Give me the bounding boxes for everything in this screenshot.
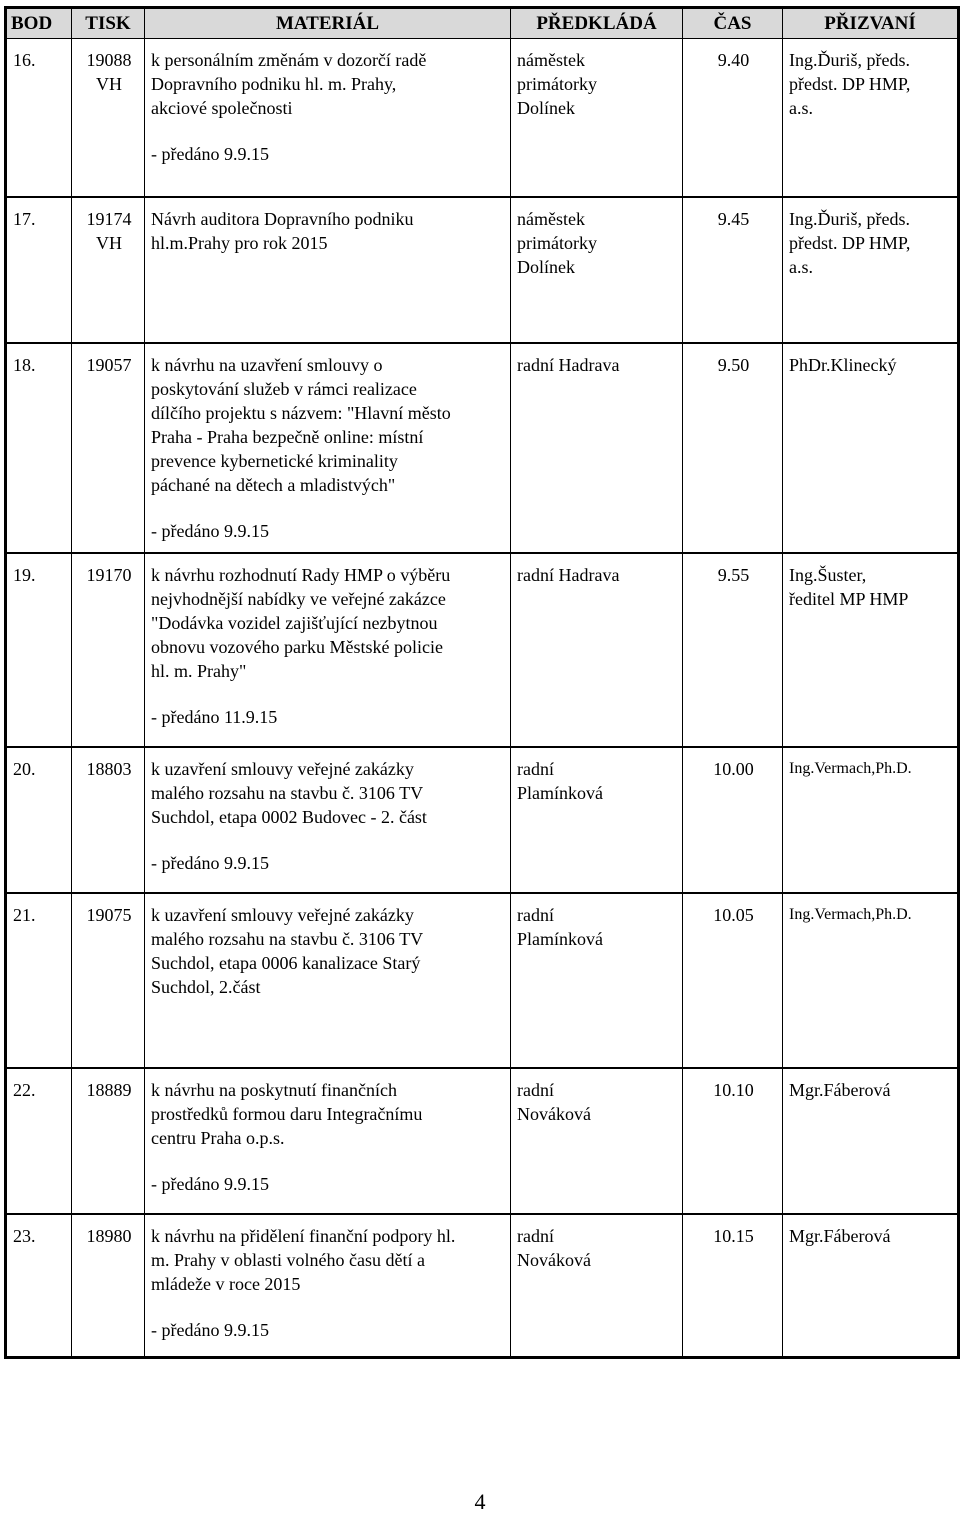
print-number-cell	[72, 553, 145, 747]
table-row	[6, 893, 959, 1068]
print-number-cell	[72, 1068, 145, 1214]
time: 10.10	[683, 1068, 783, 1214]
time: 10.00	[683, 747, 783, 893]
presenter-line: Nováková	[517, 1250, 591, 1270]
material-cell	[145, 197, 511, 343]
material-line: prostředků formou daru Integračnímu	[151, 1104, 423, 1124]
table-row	[6, 1068, 959, 1214]
material-line: Suchdol, etapa 0002 Budovec - 2. část	[151, 807, 427, 827]
material-line: centru Praha o.p.s.	[151, 1128, 285, 1148]
material-line: Návrh auditora Dopravního podniku	[151, 209, 414, 229]
agenda-table	[4, 6, 960, 1359]
material-cell	[145, 1068, 511, 1214]
material-cell	[145, 343, 511, 553]
handover-note: - předáno 9.9.15	[151, 1174, 269, 1194]
material-line: k uzavření smlouvy veřejné zakázky	[151, 759, 414, 779]
material-cell	[145, 747, 511, 893]
invited-line: a.s.	[789, 257, 813, 277]
item-number: 16.	[6, 39, 72, 198]
invited-cell	[783, 1068, 959, 1214]
invited-cell	[783, 747, 959, 893]
table-row	[6, 1214, 959, 1358]
presenter-line: radní	[517, 1080, 554, 1100]
print-number: 19057	[86, 355, 132, 375]
invited-cell	[783, 893, 959, 1068]
table-row	[6, 39, 959, 198]
table-row	[6, 197, 959, 343]
presenter-cell	[511, 39, 683, 198]
invited-line: předst. DP HMP,	[789, 233, 911, 253]
print-note: VH	[96, 233, 122, 253]
presenter-line: primátorky	[517, 74, 597, 94]
item-number: 18.	[6, 343, 72, 553]
print-number-cell	[72, 197, 145, 343]
invited-line: ředitel MP HMP	[789, 589, 909, 609]
invited-cell	[783, 553, 959, 747]
invited-line: Ing.Vermach,Ph.D.	[789, 906, 912, 923]
handover-note: - předáno 9.9.15	[151, 1320, 269, 1340]
presenter-line: radní	[517, 759, 554, 779]
presenter-line: primátorky	[517, 233, 597, 253]
presenter-line: radní Hadrava	[517, 565, 620, 585]
item-number: 21.	[6, 893, 72, 1068]
invited-line: Ing.Vermach,Ph.D.	[789, 760, 912, 777]
print-number: 18980	[86, 1226, 132, 1246]
handover-note: - předáno 9.9.15	[151, 144, 269, 164]
material-line: k návrhu na přidělení finanční podpory hl.	[151, 1226, 456, 1246]
print-number: 19088	[86, 50, 132, 70]
table-row	[6, 343, 959, 553]
material-line: hl. m. Prahy"	[151, 661, 247, 681]
handover-note: - předáno 9.9.15	[151, 853, 269, 873]
time: 10.15	[683, 1214, 783, 1358]
presenter-line: Nováková	[517, 1104, 591, 1124]
material-line: dílčího projektu s názvem: "Hlavní město	[151, 403, 451, 423]
material-line: k návrhu na poskytnutí finančních	[151, 1080, 397, 1100]
invited-line: Mgr.Fáberová	[789, 1080, 891, 1100]
material-line: k návrhu na uzavření smlouvy o	[151, 355, 383, 375]
material-line: prevence kybernetické kriminality	[151, 451, 398, 471]
presenter-line: Plamínková	[517, 929, 603, 949]
item-number: 20.	[6, 747, 72, 893]
material-cell	[145, 1214, 511, 1358]
time: 9.55	[683, 553, 783, 747]
material-cell	[145, 893, 511, 1068]
handover-note: - předáno 9.9.15	[151, 521, 269, 541]
material-line: Dopravního podniku hl. m. Prahy,	[151, 74, 397, 94]
header-predklada: PŘEDKLÁDÁ	[511, 8, 683, 39]
presenter-line: náměstek	[517, 209, 585, 229]
invited-line: předst. DP HMP,	[789, 74, 911, 94]
material-line: k návrhu rozhodnutí Rady HMP o výběru	[151, 565, 451, 585]
material-line: akciové společnosti	[151, 98, 293, 118]
material-line: obnovu vozového parku Městské policie	[151, 637, 443, 657]
presenter-cell	[511, 893, 683, 1068]
time: 9.40	[683, 39, 783, 198]
print-number: 19075	[86, 905, 132, 925]
material-line: Praha - Praha bezpečně online: místní	[151, 427, 424, 447]
time: 9.50	[683, 343, 783, 553]
material-cell	[145, 39, 511, 198]
material-line: mládeže v roce 2015	[151, 1274, 301, 1294]
header-tisk: TISK	[72, 8, 145, 39]
presenter-line: radní	[517, 905, 554, 925]
invited-line: PhDr.Klinecký	[789, 355, 897, 375]
presenter-line: Plamínková	[517, 783, 603, 803]
presenter-cell	[511, 747, 683, 893]
time: 10.05	[683, 893, 783, 1068]
print-number: 18803	[86, 759, 132, 779]
invited-line: Ing.Ďuriš, předs.	[789, 209, 910, 229]
presenter-line: radní	[517, 1226, 554, 1246]
header-bod: BOD	[6, 8, 72, 39]
invited-cell	[783, 343, 959, 553]
print-number-cell	[72, 1214, 145, 1358]
invited-cell	[783, 1214, 959, 1358]
header-material: MATERIÁL	[145, 8, 511, 39]
time: 9.45	[683, 197, 783, 343]
presenter-cell	[511, 1214, 683, 1358]
material-cell	[145, 553, 511, 747]
print-number-cell	[72, 747, 145, 893]
print-number: 18889	[86, 1080, 132, 1100]
invited-line: Mgr.Fáberová	[789, 1226, 891, 1246]
material-line: poskytování služeb v rámci realizace	[151, 379, 417, 399]
material-line: k uzavření smlouvy veřejné zakázky	[151, 905, 414, 925]
invited-line: Ing.Ďuriš, předs.	[789, 50, 910, 70]
presenter-cell	[511, 1068, 683, 1214]
material-line: "Dodávka vozidel zajišťující nezbytnou	[151, 613, 438, 633]
material-line: nejvhodnější nabídky ve veřejné zakázce	[151, 589, 446, 609]
page-number: 4	[474, 1489, 486, 1514]
presenter-cell	[511, 553, 683, 747]
material-line: hl.m.Prahy pro rok 2015	[151, 233, 328, 253]
material-line: m. Prahy v oblasti volného času dětí a	[151, 1250, 425, 1270]
item-number: 17.	[6, 197, 72, 343]
table-row	[6, 747, 959, 893]
item-number: 22.	[6, 1068, 72, 1214]
invited-cell	[783, 39, 959, 198]
material-line: Suchdol, etapa 0006 kanalizace Starý	[151, 953, 421, 973]
presenter-cell	[511, 197, 683, 343]
invited-line: a.s.	[789, 98, 813, 118]
invited-line: Ing.Šuster,	[789, 565, 867, 585]
material-line: malého rozsahu na stavbu č. 3106 TV	[151, 783, 424, 803]
print-number: 19170	[86, 565, 132, 585]
header-cas: ČAS	[683, 8, 783, 39]
print-number-cell	[72, 39, 145, 198]
presenter-line: náměstek	[517, 50, 585, 70]
presenter-line: Dolínek	[517, 98, 575, 118]
table-row	[6, 553, 959, 747]
print-number-cell	[72, 343, 145, 553]
material-line: malého rozsahu na stavbu č. 3106 TV	[151, 929, 424, 949]
handover-note: - předáno 11.9.15	[151, 707, 278, 727]
invited-cell	[783, 197, 959, 343]
presenter-cell	[511, 343, 683, 553]
material-line: Suchdol, 2.část	[151, 977, 261, 997]
presenter-line: radní Hadrava	[517, 355, 620, 375]
print-number: 19174	[86, 209, 132, 229]
print-note: VH	[96, 74, 122, 94]
material-line: páchané na dětech a mladistvých"	[151, 475, 396, 495]
item-number: 23.	[6, 1214, 72, 1358]
presenter-line: Dolínek	[517, 257, 575, 277]
header-prizvani: PŘIZVANÍ	[783, 8, 959, 39]
print-number-cell	[72, 893, 145, 1068]
item-number: 19.	[6, 553, 72, 747]
header-row	[6, 8, 959, 39]
material-line: k personálním změnám v dozorčí radě	[151, 50, 427, 70]
